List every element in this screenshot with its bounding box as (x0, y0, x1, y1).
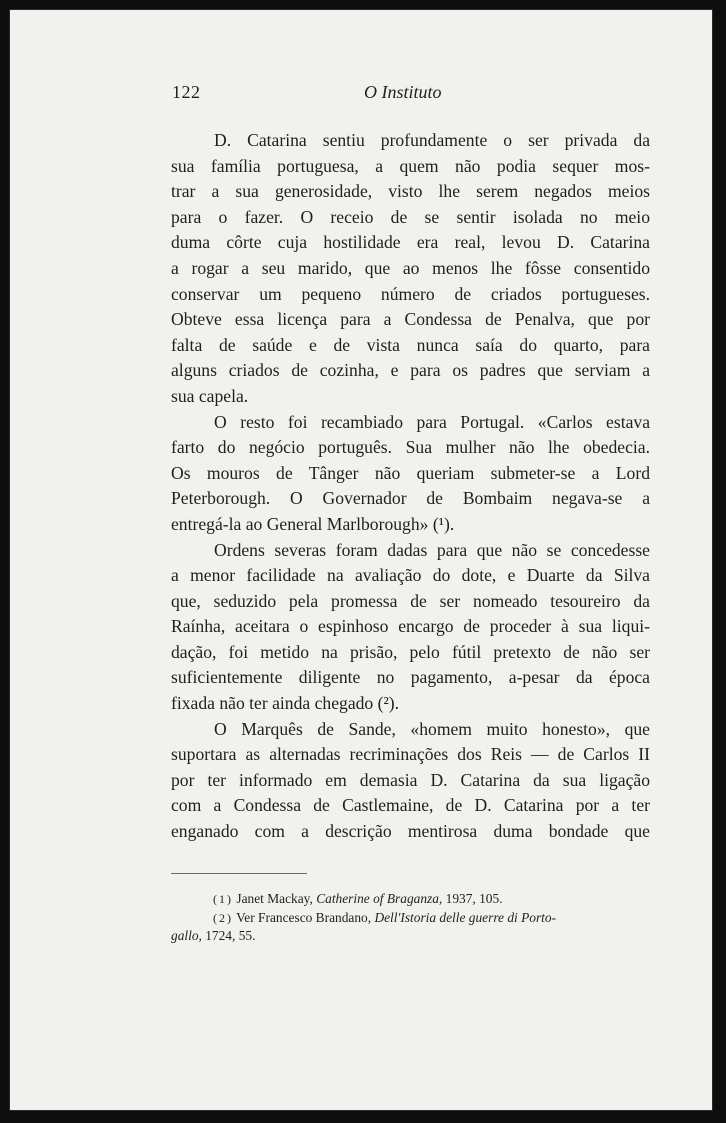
footnote-marker: (2) (213, 910, 233, 925)
body-text (171, 128, 650, 845)
footnote-title: Dell'Istoria delle guerre di Porto- (374, 909, 557, 925)
text-line: para o fazer. O receio de se sentir isolada no meio (171, 206, 650, 227)
footnote-1 (171, 890, 650, 909)
page-header (10, 82, 712, 112)
text-line: sua família portuguesa, a quem não podia sequer mos- (171, 155, 650, 176)
text-line: que, seduzido pela promessa de ser nomeado tesoureiro da (171, 590, 650, 611)
text-line: alguns criados de cozinha, e para os padres que serviam a (171, 360, 650, 381)
footnote-marker: (1) (213, 892, 233, 906)
text-line: Raínha, aceitara o espinhoso encargo de proceder à sua liqui- (171, 616, 650, 637)
footnote-text: Ver Francesco Brandano, (236, 909, 375, 925)
text-line: falta de saúde e de vista nunca saía do quarto, para (171, 334, 650, 355)
text-line: a rogar a seu marido, que ao menos lhe fôsse consentido (171, 257, 650, 278)
text-line: farto do negócio português. Sua mulher não lhe obedecia. (171, 437, 650, 458)
text-line: Ordens severas foram dadas para que não se concedesse (214, 539, 650, 560)
text-line: conservar um pequeno número de criados portugueses. (171, 283, 650, 304)
text-line: Os mouros de Tânger não queriam submeter-se a Lord (171, 462, 650, 483)
text-line: suportara as alternadas recriminações dos Reis — de Carlos II (171, 744, 650, 765)
footnote-2 (171, 909, 650, 928)
text-line: O Marquês de Sande, «homem muito honesto», que (214, 718, 650, 739)
footnote-text: 1724, 55. (201, 928, 256, 943)
footnote-text: 1937, 105. (442, 891, 503, 906)
text-line: D. Catarina sentiu profundamente o ser privada da (214, 130, 650, 150)
text-line: entregá-la ao General Marlborough» (¹). (171, 513, 455, 534)
text-line: a menor facilidade na avaliação do dote, e Duarte da Silva (171, 565, 650, 586)
text-line: dação, foi metido na prisão, pelo fútil pretexto de não ser (171, 641, 650, 662)
text-line: com a Condessa de Castlemaine, de D. Catarina por a ter (171, 795, 650, 816)
page-number: 122 (172, 82, 201, 102)
text-line: por ter informado em demasia D. Catarina da sua ligação (171, 769, 650, 790)
text-line: Obteve essa licença para a Condessa de Penalva, que por (171, 309, 650, 330)
text-line: fixada não ter ainda chegado (²). (171, 693, 400, 714)
text-line: duma côrte cuja hostilidade era real, levou D. Catarina (171, 232, 650, 253)
text-line: enganado com a descrição mentirosa duma bondade que (171, 821, 650, 842)
book-page (9, 9, 713, 1111)
text-line: sua capela. (171, 385, 249, 406)
text-line: trar a sua generosidade, visto lhe serem negados meios (171, 181, 650, 202)
footnotes (171, 890, 650, 946)
footnote-divider (171, 873, 307, 874)
text-line: suficientemente diligente no pagamento, a-pesar da época (171, 667, 650, 688)
text-line: Peterborough. O Governador de Bombaim negava-se a (171, 488, 650, 509)
footnote-title: gallo, (171, 928, 202, 943)
running-title: O Instituto (364, 82, 442, 102)
footnote-2-continued (171, 927, 650, 946)
footnote-text: Janet Mackay, (236, 891, 317, 906)
footnote-title: Catherine of Braganza, (316, 891, 443, 906)
text-line: O resto foi recambiado para Portugal. «Carlos estava (214, 411, 650, 432)
